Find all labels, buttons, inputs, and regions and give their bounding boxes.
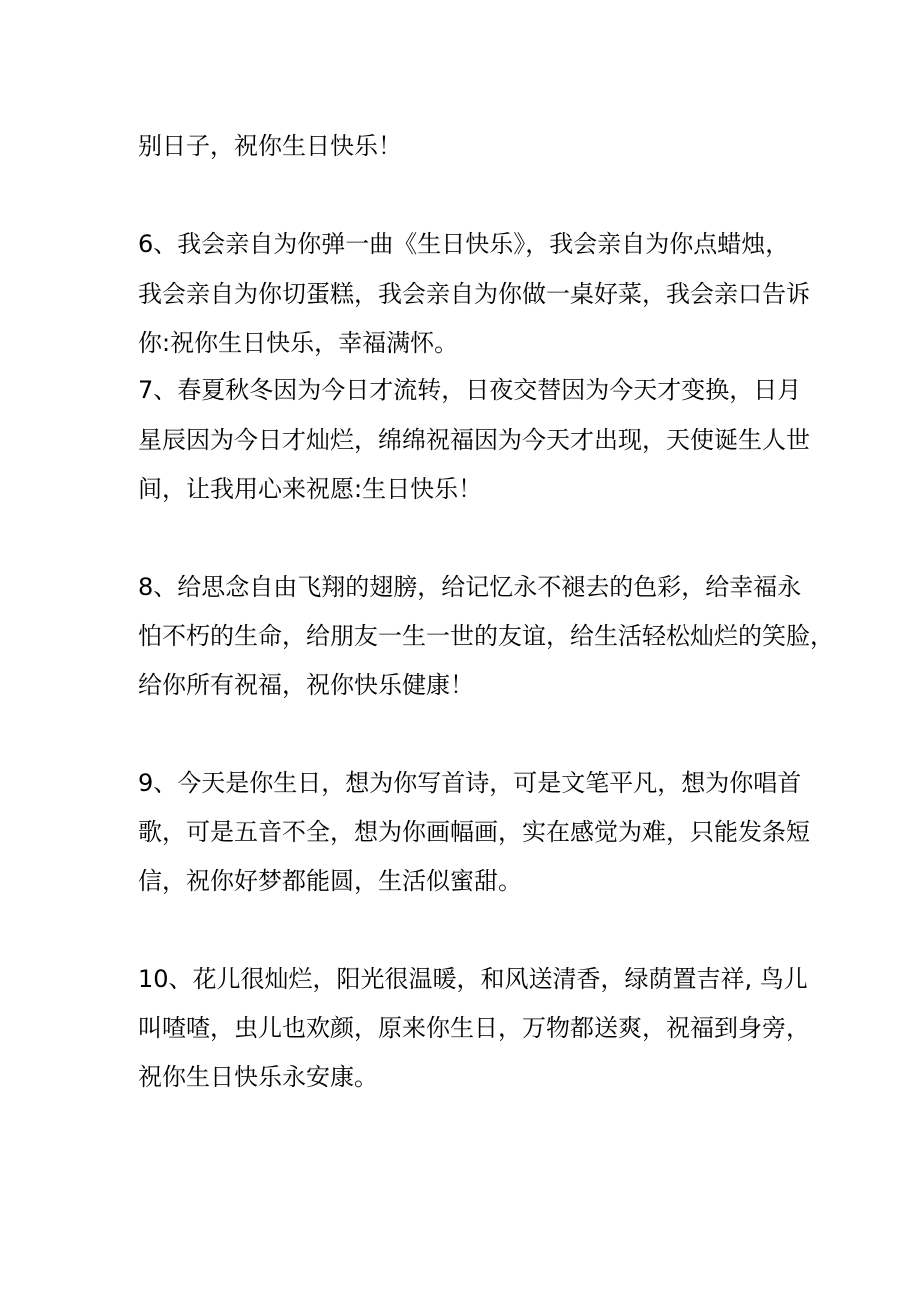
paragraph-8-line-2: 怕不朽的生命，给朋友一生一世的友谊，给生活轻松灿烂的笑脸， bbox=[138, 622, 834, 650]
paragraph-8-line-1: 8、给思念自由飞翔的翅膀，给记忆永不褪去的色彩，给幸福永 bbox=[138, 573, 802, 601]
paragraph-6-line-1: 6、我会亲自为你弹一曲《生日快乐》，我会亲自为你点蜡烛， bbox=[138, 230, 790, 258]
paragraph-10-line-2: 叫喳喳，虫儿也欢颜，原来你生日，万物都送爽，祝福到身旁， bbox=[138, 1014, 810, 1042]
paragraph-6-line-2: 我会亲自为你切蛋糕，我会亲自为你做一桌好菜，我会亲口告诉 bbox=[138, 280, 810, 308]
paragraph-9-line-3: 信，祝你好梦都能圆，生活似蜜甜。 bbox=[138, 867, 522, 895]
paragraph-6-line-3: 你:祝你生日快乐，幸福满怀。 bbox=[138, 329, 459, 357]
paragraph-8-line-3: 给你所有祝福，祝你快乐健康！ bbox=[138, 671, 474, 699]
paragraph-9-line-2: 歌，可是五音不全，想为你画幅画，实在感觉为难，只能发条短 bbox=[138, 818, 810, 846]
paragraph-9-line-1: 9、今天是你生日，想为你写首诗，可是文笔平凡，想为你唱首 bbox=[138, 769, 802, 797]
paragraph-7-line-3: 间，让我用心来祝愿:生日快乐！ bbox=[138, 475, 483, 503]
paragraph-7-line-1: 7、春夏秋冬因为今日才流转，日夜交替因为今天才变换，日月 bbox=[138, 376, 802, 404]
paragraph-7-line-2: 星辰因为今日才灿烂，绵绵祝福因为今天才出现，天使诞生人世 bbox=[138, 426, 810, 454]
paragraph-5-line-3: 别日子，祝你生日快乐！ bbox=[138, 132, 402, 160]
paragraph-10-line-3: 祝你生日快乐永安康。 bbox=[138, 1063, 378, 1091]
paragraph-10-line-1: 10、花儿很灿烂，阳光很温暖，和风送清香，绿荫置吉祥, 鸟儿 bbox=[138, 965, 808, 993]
